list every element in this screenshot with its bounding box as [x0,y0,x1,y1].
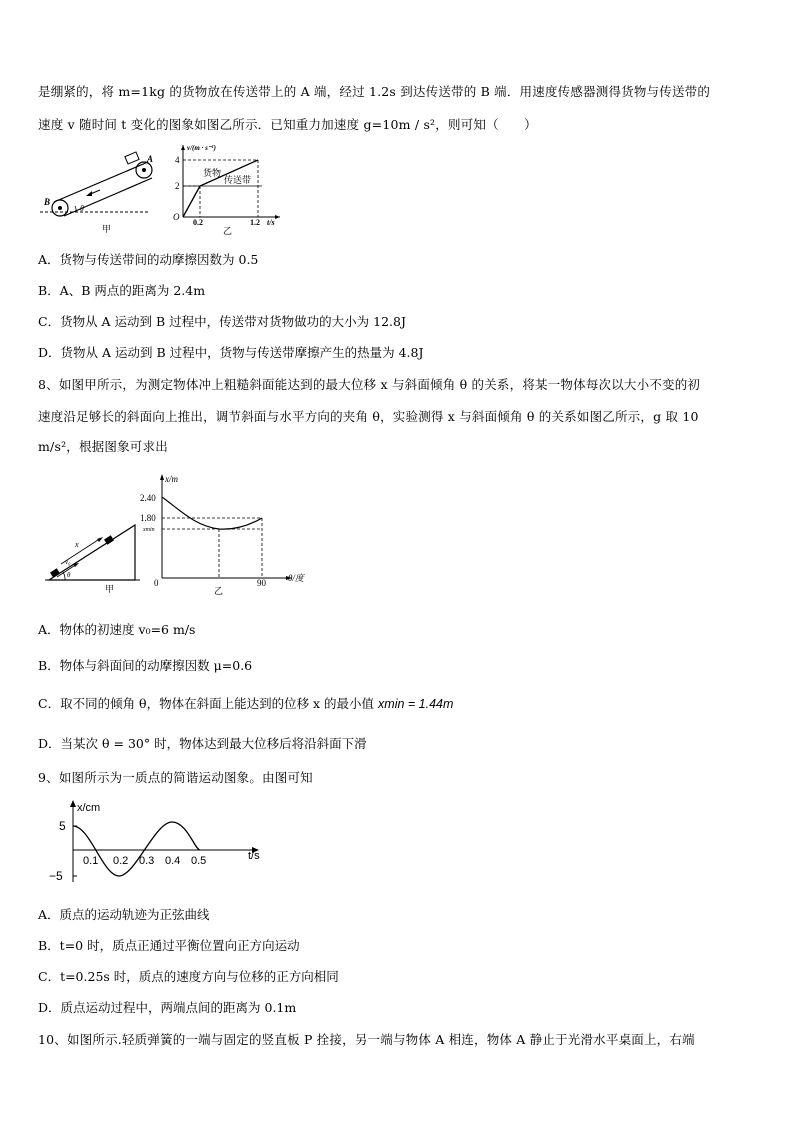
q7-option-d: D．货物从 A 运动到 B 过程中，货物与传送带摩擦产生的热量为 4.8J [38,345,424,360]
q9-xlabel: t/s [248,850,260,862]
q9-option-d: D．质点运动过程中，两端点间的距离为 0.1m [38,1000,297,1015]
q8-option-c-text: C．取不同的倾角 θ，物体在斜面上能达到的位移 x 的最小值 [38,696,379,711]
q9-tick-neg5: −5 [49,869,63,883]
q8-jia-label-x: x [75,540,79,549]
q10-stem-line1: 10、如图所示.轻质弹簧的一端与固定的竖直板 P 拴接，另一端与物体 A 相连，物体 A 静止于光滑水平桌面上，右端 [38,1032,695,1047]
q9-tick-05: 0.5 [191,855,207,867]
q8-stem-line3: m/s²，根据图象可求出 [38,439,168,454]
q7-jia-label-b: B [44,197,51,207]
q8-yi-caption: 乙 [214,586,224,596]
q7-option-a: A．货物与传送带间的动摩擦因数为 0.5 [38,252,259,267]
q7-yi-xlabel: t/s [267,218,275,227]
q7-yi-tick-02: 0.2 [193,218,203,227]
q7-figure-jia [40,150,165,235]
q9-tick-04: 0.4 [165,855,181,867]
q7-figure-yi [170,143,285,235]
q9-tick-02: 0.2 [113,855,129,867]
q8-figure-jia [45,520,145,595]
q9-stem: 9、如图所示为一质点的简谐运动图象。由图可知 [38,770,313,785]
q9-option-a: A．质点的运动轨迹为正弦曲线 [38,907,210,922]
q8-yi-tick-xmin: xmin [143,527,155,533]
q7-yi-origin: O [173,212,180,222]
q7-yi-tick-12: 1.2 [250,218,260,227]
q8-option-d: D．当某次 θ = 30° 时，物体达到最大位移后将沿斜面下滑 [38,736,367,751]
q7-yi-label-goods: 货物 [203,168,222,178]
q8-option-c [38,694,453,712]
q8-jia-label-theta: θ [67,571,71,579]
q8-option-c-math: xmin = 1.44m [378,697,454,711]
q8-jia-label-v0: v₀ [65,558,71,566]
q8-yi-tick-90: 90 [257,578,266,588]
q9-tick-03: 0.3 [139,855,155,867]
q9-option-c: C．t=0.25s 时，质点的速度方向与位移的正方向相同 [38,969,339,984]
q7-jia-caption: 甲 [102,224,112,234]
q8-yi-xlabel: θ/度 [288,573,304,583]
q7-yi-label-belt: 传送带 [224,175,252,185]
q7-jia-label-theta: θ [80,204,84,213]
q9-figure-sho-graph [45,800,270,885]
q7-stem-line1: 是绷紧的，将 m=1kg 的货物放在传送带上的 A 端，经过 1.2s 到达传送带的 B 端．用速度传感器测得货物与传送带的 [38,84,711,99]
q8-stem-line1: 8、如图甲所示，为测定物体冲上粗糙斜面能达到的最大位移 x 与斜面倾角 θ 的关系，将某一物体每次以大小不变的初 [38,377,701,392]
q8-stem-line2: 速度沿足够长的斜面向上推出，调节斜面与水平方向的夹角 θ，实验测得 x 与斜面倾角 θ 的关系如图乙所示，g 取 10 [38,409,699,424]
q7-yi-caption: 乙 [223,226,233,236]
q8-jia-caption: 甲 [105,584,115,594]
q8-yi-origin: 0 [154,578,159,588]
q9-option-b: B．t=0 时，质点正通过平衡位置向正方向运动 [38,938,300,953]
q7-yi-ylabel: v/(m · s⁻¹) [187,144,216,152]
q8-yi-ylabel: x/m [165,474,178,484]
q9-tick-5: 5 [59,819,66,833]
q8-option-b: B．物体与斜面间的动摩擦因数 μ=0.6 [38,658,253,673]
q8-yi-tick-180: 1.80 [140,513,156,523]
q9-tick-01: 0.1 [83,855,99,867]
q7-jia-label-a: A [147,154,154,164]
q7-option-c: C．货物从 A 运动到 B 过程中，传送带对货物做功的大小为 12.8J [38,314,406,329]
q7-stem-line2: 速度 v 随时间 t 变化的图象如图乙所示．已知重力加速度 g=10m / s²，则可知（ ） [38,117,537,132]
q8-yi-tick-240: 2.40 [140,493,156,503]
q7-option-b: B．A、B 两点的距离为 2.4m [38,283,206,298]
q7-yi-tick-4: 4 [175,155,180,165]
q9-ylabel: x/cm [77,802,101,814]
q8-option-a: A．物体的初速度 v₀=6 m/s [38,622,196,637]
q7-yi-tick-2: 2 [175,181,180,191]
q8-figure-yi [140,474,320,596]
